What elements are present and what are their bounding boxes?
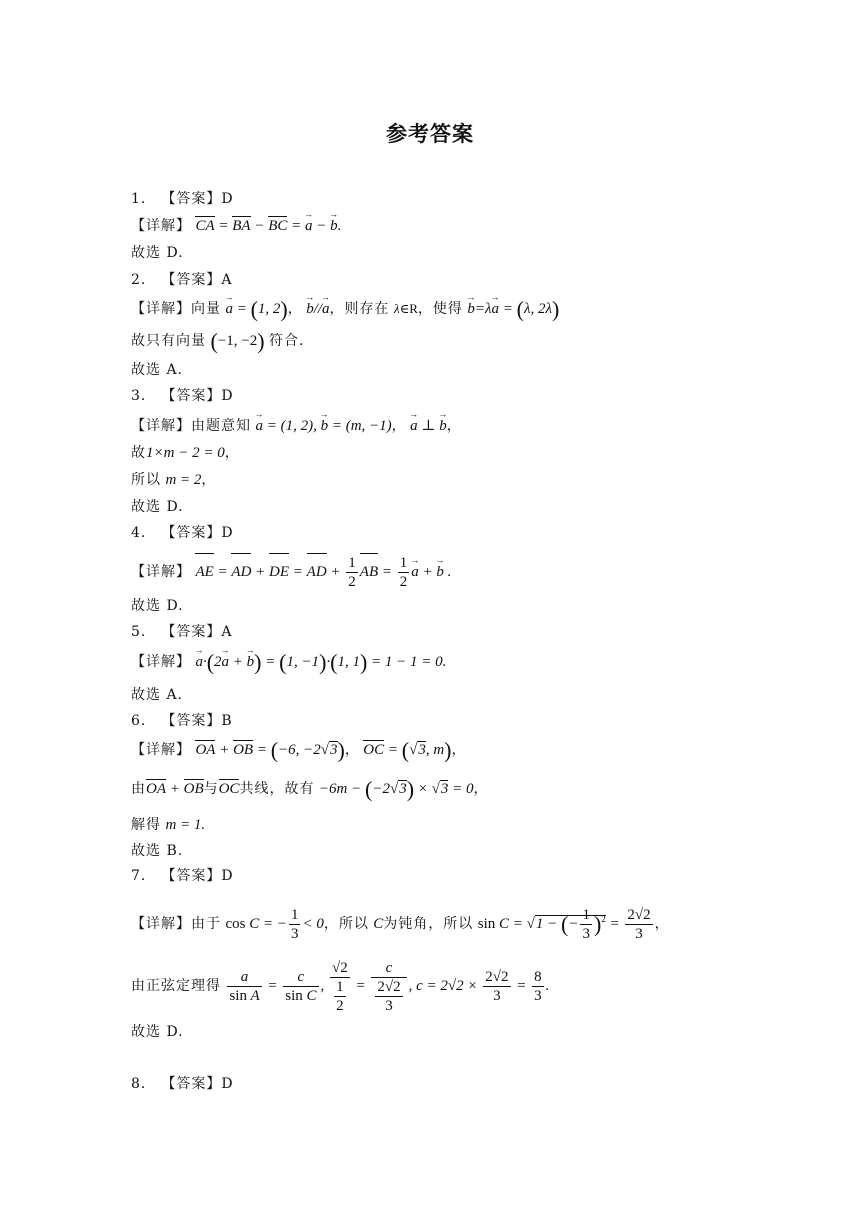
detail-text: ，则存在 [329, 301, 390, 317]
detail-1-line [131, 216, 341, 236]
answer-tag: 【答案】 [161, 388, 222, 404]
detail-text: 所以 [131, 472, 161, 488]
item-number: 4． [131, 525, 156, 541]
fraction-denominator: 2 [399, 574, 408, 591]
detail-6-line3 [131, 815, 205, 835]
item-number: 3． [131, 388, 156, 404]
answer-value: D [221, 525, 234, 541]
answer-value: D [221, 868, 234, 884]
answer-value: D [221, 191, 234, 207]
answer-value: B [221, 713, 233, 729]
answer-value: D [221, 388, 234, 404]
answer-value: A [221, 272, 233, 288]
item-number: 1． [131, 191, 156, 207]
detail-text: 由正弦定理得 [131, 978, 221, 994]
detail-tag: 【详解】 [131, 218, 191, 234]
fraction-numerator: 1 [348, 555, 356, 572]
item-number: 6． [131, 713, 156, 729]
answer-tag: 【答案】 [161, 272, 222, 288]
conclusion-3: 故选 D. [131, 499, 184, 515]
detail-tag: 【详解】 [131, 916, 191, 932]
detail-text: 与 [203, 781, 219, 797]
variable: C [373, 916, 384, 932]
formula-par: → b//→ a [306, 301, 329, 317]
detail-text: 解得 [131, 817, 161, 833]
detail-3-line2: 故1×m − 2 = 0， [131, 445, 239, 461]
answer-tag: 【答案】 [161, 713, 222, 729]
answer-tag: 【答案】 [161, 868, 222, 884]
detail-3-line: 【详解】由题意知 → a = (1, 2), → b = (m, −1)， → a ⊥ → b， [131, 416, 461, 436]
detail-1-formula: CA = BA − BC = → a − → b. [195, 218, 341, 234]
answer-6-line [131, 711, 233, 731]
conclusion-7: 故选 D. [131, 1024, 184, 1040]
detail-4-formula: AE = AD + DE = AD + $\frac{1}{2}$ AB = $\frac{1}{2}$ → a + → b . [195, 564, 451, 580]
detail-7-line: 【详解】由于 cos C = − $\frac{1}{3}$ < 0，所以 C为钝角，所以 sin C = √1 − (− $\frac{1}{3}$ )$^2$ = $\frac{2√2}{3}$ ， [131, 907, 669, 943]
detail-text: 向量 [191, 301, 221, 317]
detail-text: 符合. [268, 333, 305, 349]
detail-tag: 【详解】 [131, 742, 191, 758]
conclusion-1: 故选 D. [131, 245, 184, 261]
vector-value: (−1, −2) [210, 328, 265, 354]
answer-8-line [131, 1074, 234, 1094]
fraction-numerator: 1 [399, 555, 408, 572]
detail-text: ，所以 [323, 916, 369, 932]
answer-4-line [131, 523, 234, 543]
sin-formula: sin C = √1 − (− $\frac{1}{3}$ )$^2$ = $\frac{2√2}{3}$ [477, 907, 651, 943]
cos-formula: cos C = − $\frac{1}{3}$ < 0 [225, 907, 324, 943]
conclusion-4: 故选 D. [131, 598, 184, 614]
detail-text: 共线，故有 [239, 781, 315, 797]
equation: 1×m − 2 = 0 [146, 445, 225, 461]
answer-7-line [131, 866, 234, 886]
page-title: 参考答案 [386, 122, 474, 146]
detail-text: 由题意知 [191, 418, 251, 434]
detail-text: 由于 [191, 916, 221, 932]
detail-tag: 【详解】 [131, 301, 191, 317]
fraction-denominator: 2 [348, 574, 356, 591]
detail-7-line2 [131, 958, 549, 1015]
equation: m = 2 [165, 472, 202, 488]
equation: m = 1. [165, 817, 206, 833]
item-number: 2． [131, 272, 156, 288]
formula-b: → b=λ→ a = (λ, 2λ) [467, 301, 559, 317]
answer-3-line [131, 386, 234, 406]
conclusion-6: 故选 B. [131, 843, 184, 859]
answer-5-line [131, 622, 233, 642]
conclusion-5: 故选 A. [131, 687, 184, 703]
detail-text: 由 [131, 781, 146, 797]
detail-text: ，使得 [417, 301, 463, 317]
detail-tag: 【详解】 [131, 564, 191, 580]
detail-5-line [131, 649, 447, 675]
answer-tag: 【答案】 [161, 525, 222, 541]
law-of-sines-formula: $\frac{a}{\text{sin A}}$ = $\frac{c}{\text{sin C}}$ , $\frac{√2}{\frac{1}{2}}$ = $\frac{c}{\frac{2√2}{3}}$ , c = 2√2 × $\frac{2√2}{3}$ = $\frac{8}{3}$ . [229, 959, 550, 1014]
item-number: 8． [131, 1076, 156, 1092]
detail-4-line [131, 553, 451, 591]
answer-tag: 【答案】 [161, 1076, 222, 1092]
answer-tag: 【答案】 [161, 624, 222, 640]
detail-6-line2: 由OA + OB与OC共线，故有 −6m − (−2√3) × √3 = 0， [131, 776, 488, 802]
detail-tag: 【详解】 [131, 418, 191, 434]
detail-text: 为钝角，所以 [383, 916, 474, 932]
answer-value: A [221, 624, 233, 640]
answer-1-line [131, 189, 234, 209]
detail-3-line3: 所以 m = 2， [131, 472, 216, 488]
detail-6-line: 【详解】 OA + OB = (−6, −2√3)， OC = (√3, m)， [131, 737, 466, 763]
formula-lambda: λ∈R [393, 301, 418, 316]
formula-perp: → a ⊥ → b [410, 418, 447, 434]
conclusion-2: 故选 A. [131, 362, 184, 378]
detail-tag: 【详解】 [131, 654, 191, 670]
item-number: 5． [131, 624, 156, 640]
answer-2-line [131, 270, 233, 290]
detail-text: 故 [131, 445, 146, 461]
item-number: 7． [131, 868, 156, 884]
formula-a: → a = (1, 2) [225, 301, 287, 317]
detail-2-line: 【详解】向量 → a = (1, 2)， → b//→ a，则存在 λ∈R，使得 → b=λ→ a = (λ, 2λ) [131, 299, 559, 320]
formula-ab: → a = (1, 2), → b = (m, −1) [255, 418, 391, 434]
detail-6-formula: OA + OB = (−6, −2√3) [195, 737, 345, 763]
answer-tag: 【答案】 [161, 191, 222, 207]
detail-6-formula-oc: OC = (√3, m) [363, 737, 452, 763]
answer-value: D [221, 1076, 234, 1092]
detail-text: 故只有向量 [131, 333, 206, 349]
equation: −6m − (−2√3) × √3 = 0 [318, 776, 474, 802]
detail-2-line2 [131, 328, 305, 354]
detail-5-formula: → a·(2→ a + → b) = (1, −1)·(1, 1) = 1 − 1 = 0. [195, 654, 446, 670]
